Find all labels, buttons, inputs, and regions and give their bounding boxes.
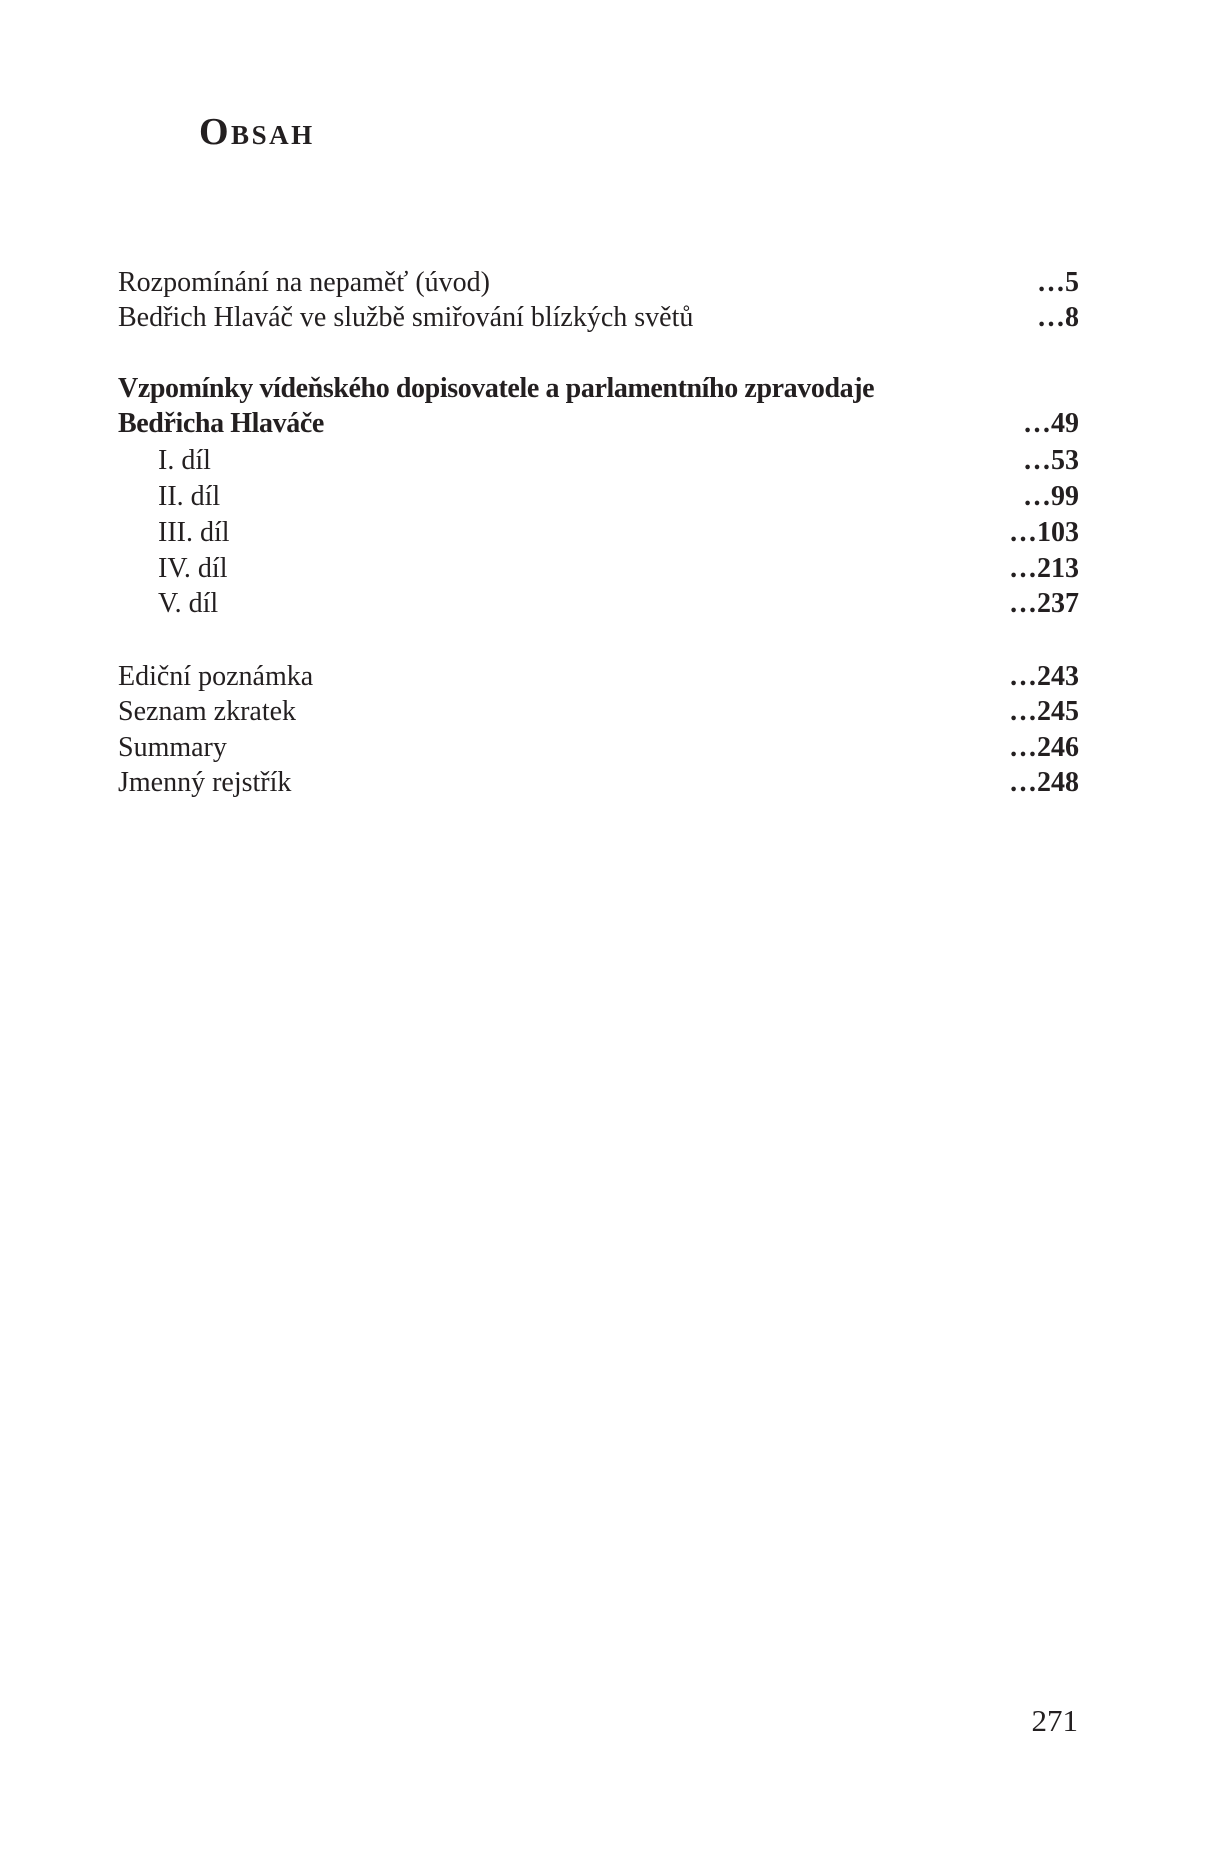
toc-entry-page: …99 bbox=[1023, 481, 1079, 512]
toc-entry-part-5[interactable] bbox=[118, 586, 1079, 622]
toc-entry-page: …103 bbox=[1009, 517, 1079, 548]
toc-entry-label: Summary bbox=[118, 732, 227, 763]
toc-entry-page: …5 bbox=[1037, 267, 1079, 298]
toc-entry-label: Rozpomínání na nepaměť (úvod) bbox=[118, 267, 490, 298]
toc-entry-part-2[interactable] bbox=[118, 479, 1079, 515]
toc-entry-page: …246 bbox=[1009, 732, 1079, 763]
toc-entry-summary[interactable] bbox=[118, 730, 1079, 766]
toc-entry-memoirs-heading[interactable] bbox=[118, 371, 1079, 407]
toc-entry-label: Jmenný rejstřík bbox=[118, 767, 292, 798]
toc-entry-page: …248 bbox=[1009, 767, 1079, 798]
toc-entry-label: II. díl bbox=[158, 481, 221, 512]
toc-entry-name-index[interactable] bbox=[118, 765, 1079, 801]
toc-entry-page: …245 bbox=[1009, 696, 1079, 727]
toc-entry-page: …49 bbox=[1023, 408, 1079, 439]
toc-entry-label: Bedřich Hlaváč ve službě smiřování blízkých světů bbox=[118, 302, 694, 333]
toc-entry-label: Ediční poznámka bbox=[118, 661, 314, 692]
toc-entry-study[interactable] bbox=[118, 300, 1079, 336]
toc-entry-introduction[interactable] bbox=[118, 265, 1079, 301]
toc-entry-label: Bedřicha Hlaváče bbox=[118, 408, 324, 439]
toc-entry-part-1[interactable] bbox=[118, 443, 1079, 479]
toc-entry-label: Seznam zkratek bbox=[118, 696, 297, 727]
toc-entry-memoirs-heading-cont[interactable] bbox=[118, 406, 1079, 442]
page-number: 271 bbox=[1031, 1703, 1078, 1738]
toc-entry-page: …237 bbox=[1009, 588, 1079, 619]
toc-entry-part-4[interactable] bbox=[118, 551, 1079, 587]
toc-entry-label: Vzpomínky vídeňského dopisovatele a parlamentního zpravodaje bbox=[118, 373, 875, 404]
toc-entry-label: IV. díl bbox=[158, 553, 228, 584]
toc-entry-abbreviations[interactable] bbox=[118, 694, 1079, 730]
toc-entry-label: III. díl bbox=[158, 517, 230, 548]
toc-entry-editorial-note[interactable] bbox=[118, 659, 1079, 695]
toc-entry-page: …8 bbox=[1037, 302, 1079, 333]
toc-entry-label: I. díl bbox=[158, 445, 211, 476]
toc-entry-page: …213 bbox=[1009, 553, 1079, 584]
toc-entry-part-3[interactable] bbox=[118, 515, 1079, 551]
toc-entry-page: …243 bbox=[1009, 661, 1079, 692]
toc-entry-label: V. díl bbox=[158, 588, 219, 619]
toc-entry-page: …53 bbox=[1023, 445, 1079, 476]
page-title: Obsah bbox=[199, 111, 315, 153]
